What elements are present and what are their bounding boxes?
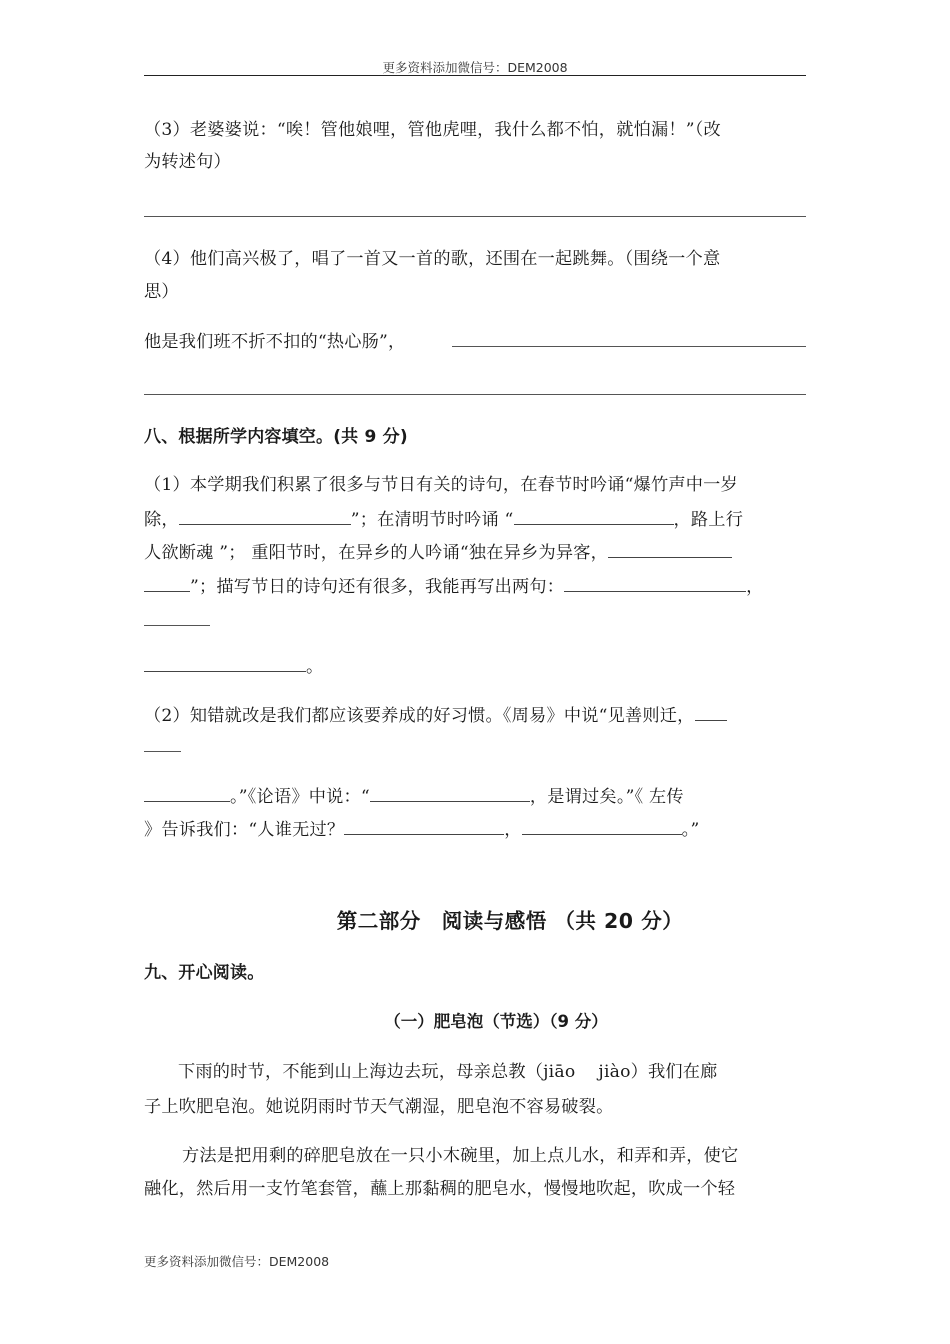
reading-para-2-line-1: 方法是把用剩的碎肥皂放在一只小木碗里，加上点儿水，和弄和弄，使它	[182, 1146, 739, 1166]
s8-p1-line-3	[144, 539, 732, 565]
q3-answer-line[interactable]	[144, 216, 806, 217]
s8-p1-text-g: 。	[306, 657, 324, 677]
q3-line-1: （3）老婆婆说：“唉！管他娘哩，管他虎哩，我什么都不怕，就怕漏！”（改	[144, 120, 721, 140]
s8-p1-text-d: 人欲断魂 ”； 重阳节时，在异乡的人吟诵“独在异乡为异客，	[144, 543, 608, 563]
q4-answer-line-1[interactable]	[452, 346, 806, 347]
s8-p1-line-2	[144, 506, 743, 532]
q4-line-1: （4）他们高兴极了，唱了一首又一首的歌，还围在一起跳舞。（围绕一个意	[144, 249, 721, 269]
part-2-title: 第二部分 阅读与感悟 （共 20 分）	[336, 909, 684, 933]
reading-para-1-line-2: 子上吹肥皂泡。她说阴雨时节天气潮湿，肥皂泡不容易破裂。	[144, 1097, 614, 1117]
s8-p2-line-1	[144, 702, 727, 728]
blank-zhouyi-2[interactable]	[144, 751, 181, 752]
reading-para-2-line-2: 融化，然后用一支竹笔套管，蘸上那黏稠的肥皂水，慢慢地吹起，吹成一个轻	[144, 1179, 736, 1199]
s8-p1-line-1: （1）本学期我们积累了很多与节日有关的诗句，在春节时吟诵“爆竹声中一岁	[144, 475, 738, 495]
s8-p1-line-6	[144, 653, 323, 679]
page-footer: 更多资料添加微信号：DEM2008	[144, 1254, 330, 1269]
s8-p2-text-a: （2）知错就改是我们都应该要养成的好习惯。《周易》中说“见善则迁，	[144, 706, 695, 726]
s8-p1-text-b: ”；在清明节时吟诵 “	[350, 510, 514, 530]
blank-zuozhuan-1[interactable]	[344, 816, 504, 835]
blank-zhouyi-3[interactable]	[144, 783, 230, 802]
blank-extra-poem-2-start[interactable]	[144, 625, 210, 626]
blank-zuozhuan-2[interactable]	[522, 816, 682, 835]
header-divider	[144, 75, 806, 76]
s8-p1-line-4	[144, 573, 764, 599]
s8-p1-text-f: ，	[746, 577, 764, 597]
s8-p2-text-b: 。”《论语》中说：“	[230, 787, 370, 807]
blank-spring-festival[interactable]	[179, 506, 351, 525]
q4-answer-line-2[interactable]	[144, 394, 806, 395]
reading-para-1-line-1: 下雨的时节，不能到山上海边去玩，母亲总教（jiāo jiào）我们在廊	[178, 1062, 718, 1082]
blank-chongyang-2[interactable]	[144, 573, 190, 592]
reading-subtitle: （一）肥皂泡（节选）（9 分）	[384, 1012, 608, 1031]
blank-extra-poem-1[interactable]	[564, 573, 746, 592]
page-header: 更多资料添加微信号：DEM2008	[382, 60, 568, 75]
s8-p1-text-a: 除，	[144, 510, 179, 530]
s8-p2-text-f: 。”	[681, 820, 700, 840]
s8-p2-text-d: 》告诉我们：“人谁无过？	[144, 820, 345, 840]
blank-extra-poem-2[interactable]	[144, 653, 306, 672]
blank-qingming[interactable]	[514, 506, 674, 525]
s8-p1-text-c: ，路上行	[673, 510, 744, 530]
blank-lunyu[interactable]	[370, 783, 530, 802]
q4-line-2: 思）	[144, 282, 179, 302]
q3-line-2: 为转述句）	[144, 152, 231, 172]
q4-line-3: 他是我们班不折不扣的“热心肠”，	[144, 332, 406, 352]
s8-p2-text-e: ，	[504, 820, 522, 840]
blank-zhouyi-1[interactable]	[695, 702, 727, 721]
s8-p2-text-c: ，是谓过矣。”《 左传	[529, 787, 684, 807]
s8-p1-text-e: ”；描写节日的诗句还有很多，我能再写出两句：	[190, 577, 565, 597]
section-9-title: 九、开心阅读。	[144, 963, 265, 983]
section-8-title: 八、根据所学内容填空。(共 9 分)	[144, 427, 408, 447]
s8-p2-line-3	[144, 783, 684, 809]
s8-p2-line-4	[144, 816, 699, 842]
blank-chongyang-1[interactable]	[608, 539, 732, 558]
